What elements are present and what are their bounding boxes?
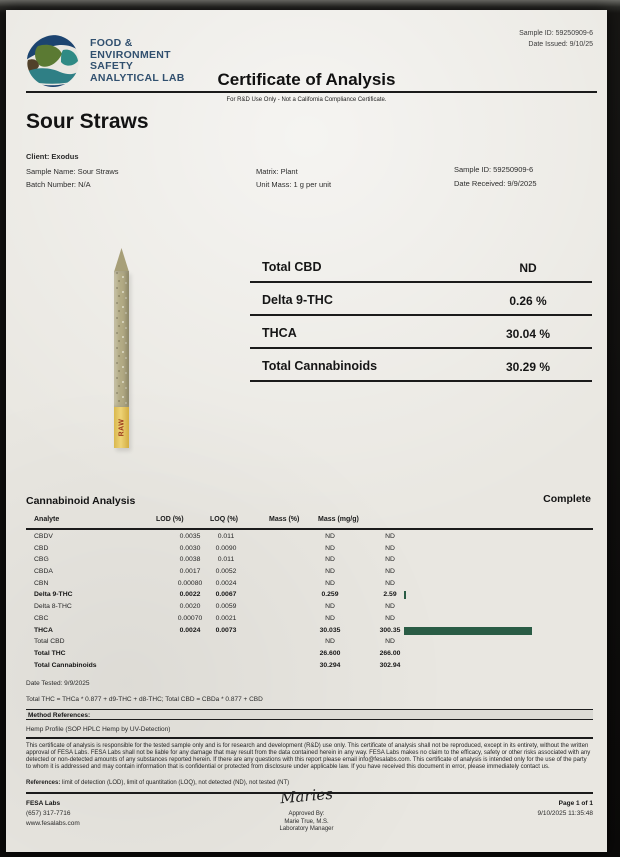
cell-lod: 0.0017 [179, 568, 201, 576]
summary-value: 30.29 % [505, 360, 551, 374]
potency-summary-table [250, 250, 592, 382]
cell-mass-pct: ND [325, 544, 335, 552]
cell-mass-mg: ND [385, 533, 395, 540]
summary-label: THCA [262, 326, 297, 340]
preroll-tip [114, 248, 129, 272]
cell-mass-pct: 30.035 [319, 626, 341, 634]
references-rest: limit of detection (LOD), limit of quantitation (LOQ), not detected (ND), not tested (NT) [60, 780, 290, 786]
approval-block [6, 811, 607, 834]
unit-mass-field: Unit Mass: 1 g per unit [256, 180, 332, 189]
summary-value: 0.26 % [509, 294, 547, 308]
summary-value: 30.04 % [505, 327, 551, 341]
cell-mass-mg: 266.00 [379, 649, 401, 657]
cell-lod: 0.00080 [177, 579, 203, 587]
thca-bar [404, 627, 532, 635]
cell-lod: 0.0030 [179, 544, 201, 552]
cell-mass-mg: 302.94 [379, 661, 401, 669]
header-divider [26, 91, 597, 93]
cell-mass-pct: 0.259 [321, 591, 339, 599]
footer-phone: (657) 317-7716 [26, 810, 71, 817]
cell-analyte: CBD [34, 544, 49, 552]
lab-name-line: ENVIRONMENT [90, 48, 171, 61]
cell-lod: 0.0035 [179, 533, 201, 540]
top-meta-block [519, 28, 593, 50]
cell-lod: 0.00070 [177, 614, 203, 622]
disclaimer-text: This certificate of analysis is responsible for the tested sample only and is for research and development (R&D) use only. This certificate of analysis shall not be reproduced, except in its entirety, without the written approval of FESA Labs. FESA Labs shall not be liable for any damage that may result from the data contained herein in any way. FESA Labs makes no claim to the efficacy, safety or other risks associated with any detected or non-detected amounts of any substances reported herein. If there are any questions with this report please email info@fesalabs.com. This certificate of analysis is intended only for the use of the party to whom it is addressed and may contain information that is confidential or protected from disclosure under applicable law. If you have received this document in error, please immediately contact us. [26, 743, 591, 770]
cell-analyte: CBC [34, 614, 49, 622]
table-row-delta9-thc [26, 590, 593, 602]
table-row [26, 614, 593, 626]
cell-analyte: CBDA [34, 568, 53, 576]
cell-analyte: Delta 9-THC [34, 591, 73, 599]
cell-analyte: CBG [34, 556, 49, 564]
summary-row-delta9-thc [250, 283, 592, 316]
cell-loq: 0.0067 [215, 591, 237, 599]
cell-analyte: Total THC [34, 649, 66, 657]
lab-name-line: ANALYTICAL LAB [90, 71, 185, 84]
cell-mass-mg: ND [385, 556, 395, 564]
col-header-mass-pct: Mass (%) [269, 516, 300, 523]
method-divider [26, 737, 593, 739]
product-name: Sour Straws [26, 110, 149, 133]
table-row [26, 544, 593, 556]
sample-name-field: Sample Name: Sour Straws [26, 167, 119, 176]
analysis-status-badge: Complete [543, 493, 591, 505]
summary-row-total-cannabinoids [250, 349, 592, 382]
cell-mass-mg: ND [385, 544, 395, 552]
table-row [26, 555, 593, 567]
cell-loq: 0.0059 [215, 603, 237, 611]
raw-brand-label: RAW [118, 418, 125, 437]
table-row-total-thc [26, 649, 593, 661]
batch-number-field: Batch Number: N/A [26, 180, 91, 189]
total-thc-formula: Total THC = THCa * 0.877 + d9-THC + d8-THC; Total CBD = CBDa * 0.877 + CBD [26, 696, 263, 703]
footer-page-block [537, 799, 593, 819]
cell-mass-pct: ND [325, 568, 335, 576]
cell-mass-mg: ND [385, 568, 395, 576]
cell-mass-pct: ND [325, 614, 335, 622]
footer-website: www.fesalabs.com [26, 820, 80, 827]
table-row-thca [26, 626, 593, 638]
cell-analyte: CBN [34, 579, 49, 587]
cell-mass-pct: ND [325, 603, 335, 611]
cell-analyte: Delta 8-THC [34, 603, 72, 611]
references-label: References: [26, 780, 61, 786]
cell-mass-pct: 26.600 [319, 649, 341, 657]
cell-analyte: CBDV [34, 533, 53, 540]
cell-analyte: THCA [34, 626, 53, 634]
table-row [26, 579, 593, 591]
summary-row-total-cbd [250, 250, 592, 283]
cell-analyte: Total CBD [34, 638, 65, 646]
col-header-loq: LOQ (%) [210, 516, 238, 523]
references-note [26, 780, 289, 786]
approver-signature: Maries [279, 784, 334, 808]
cell-mass-mg: ND [385, 603, 395, 611]
date-issued: Date Issued: 9/10/25 [528, 41, 593, 48]
cell-loq: 0.0024 [215, 579, 237, 587]
page-number: Page 1 of 1 [558, 800, 593, 807]
date-received-field: Date Received: 9/9/2025 [454, 179, 537, 188]
cell-mass-pct: ND [325, 533, 335, 540]
table-row [26, 567, 593, 579]
footer-lab-name: FESA Labs [26, 800, 61, 807]
table-row [26, 602, 593, 614]
delta9-thc-bar [404, 591, 406, 599]
table-row-total-cannabinoids [26, 661, 593, 673]
sample-id-field: Sample ID: 59250909-6 [454, 165, 534, 174]
cell-loq: 0.0090 [215, 544, 237, 552]
lab-name-line: SAFETY [90, 60, 134, 72]
table-row [26, 637, 593, 649]
preroll-product-image [102, 248, 142, 450]
cell-lod: 0.0022 [179, 591, 201, 599]
cell-mass-mg: 2.59 [383, 591, 397, 599]
summary-value: ND [519, 261, 537, 275]
cell-mass-pct: ND [325, 638, 335, 646]
matrix-field: Matrix: Plant [256, 167, 298, 176]
approved-by-label: Approved By: [288, 811, 325, 817]
summary-label: Total CBD [262, 260, 322, 274]
cell-mass-pct: ND [325, 556, 335, 564]
certificate-title: Certificate of Analysis [217, 70, 396, 89]
sample-id-top: Sample ID: 59250909-6 [519, 30, 593, 37]
col-header-mass-mg: Mass (mg/g) [318, 516, 359, 523]
method-reference-item: Hemp Profile (SOP HPLC Hemp by UV-Detection) [26, 726, 171, 733]
approver-name: Marie True, M.S. [284, 818, 329, 825]
cell-mass-mg: ND [385, 638, 395, 646]
analysis-table-body [26, 532, 593, 672]
cell-loq: 0.0073 [215, 626, 237, 634]
cell-loq: 0.0021 [215, 614, 237, 622]
cell-lod: 0.0038 [179, 556, 201, 564]
cell-mass-mg: 300.35 [379, 626, 401, 634]
cell-loq: 0.011 [217, 556, 235, 564]
cell-loq: 0.011 [217, 533, 235, 540]
table-header-divider [26, 528, 593, 530]
table-row [26, 532, 593, 544]
analysis-table-header [26, 516, 593, 528]
analysis-section-title: Cannabinoid Analysis [26, 495, 136, 507]
summary-label: Total Cannabinoids [262, 359, 378, 373]
preroll-filter [114, 407, 129, 448]
summary-label: Delta 9-THC [262, 293, 333, 307]
cell-analyte: Total Cannabinoids [34, 661, 97, 669]
cell-mass-mg: ND [385, 579, 395, 587]
col-header-analyte: Analyte [34, 516, 60, 523]
print-timestamp: 9/10/2025 11:35:48 [537, 810, 593, 817]
cell-lod: 0.0020 [179, 603, 201, 611]
approver-title: Laboratory Manager [279, 826, 334, 833]
cell-mass-pct: 30.294 [319, 661, 341, 669]
summary-row-thca [250, 316, 592, 349]
certificate-page [6, 10, 607, 852]
cell-lod: 0.0024 [179, 626, 201, 634]
date-tested: Date Tested: 9/9/2025 [26, 680, 90, 687]
client-field: Client: Exodus [26, 152, 79, 161]
certificate-subtitle: For R&D Use Only - Not a California Compliance Certificate. [226, 97, 387, 103]
cell-mass-mg: ND [385, 614, 395, 622]
cell-loq: 0.0052 [215, 568, 237, 576]
lab-name-line: FOOD & [90, 37, 133, 49]
col-header-lod: LOD (%) [156, 516, 184, 523]
cell-mass-pct: ND [325, 579, 335, 587]
preroll-body [114, 271, 129, 407]
method-references-heading: Method References: [26, 709, 593, 720]
